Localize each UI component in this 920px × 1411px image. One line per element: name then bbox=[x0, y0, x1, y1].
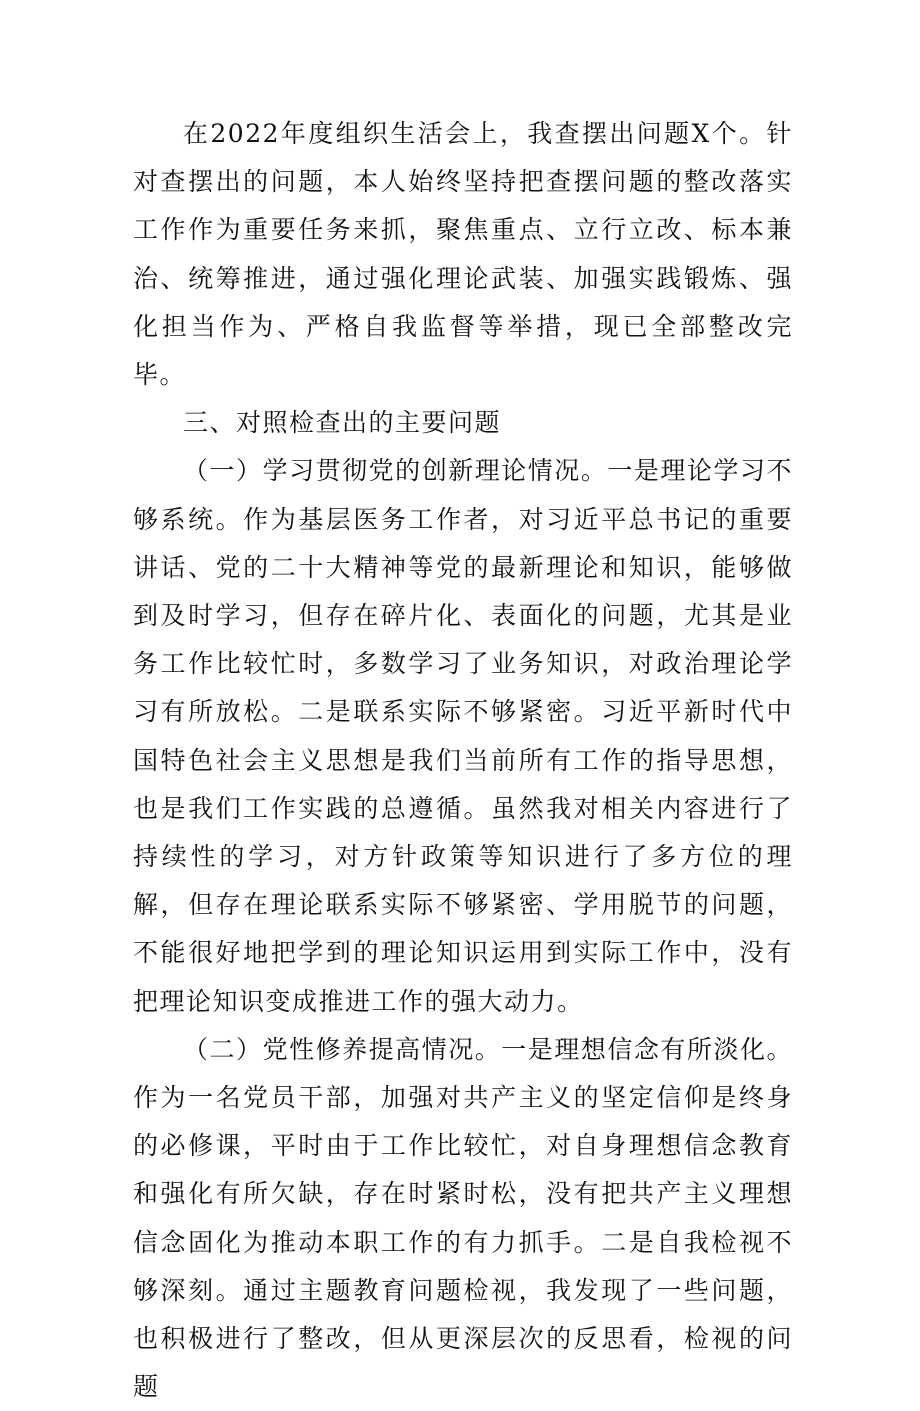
document-body bbox=[133, 110, 793, 1411]
section-heading-main-problems: 三、对照检查出的主要问题 bbox=[183, 408, 502, 438]
paragraph-party-spirit: （二）党性修养提高情况。一是理想信念有所淡化。作为一名党员干部，加强对共产主义的坚定信仰是终身的必修课，平时由于工作比较忙，对自身理想信念教育和强化有所欠缺，存在时紧时松，没有把共产主义理想信念固化为推动本职工作的有力抓手。二是自我检视不够深刻。通过主题教育问题检视，我发现了一些问题，也积极进行了整改，但从更深层次的反思看，检视的问题 bbox=[133, 1034, 793, 1402]
paragraph-theory-study: （一）学习贯彻党的创新理论情况。一是理论学习不够系统。作为基层医务工作者，对习近平总书记的重要讲话、党的二十大精神等党的最新理论和知识，能够做到及时学习，但存在碎片化、表面化的问题，尤其是业务工作比较忙时，多数学习了业务知识，对政治理论学习有所放松。二是联系实际不够紧密。习近平新时代中国特色社会主义思想是我们当前所有工作的指导思想，也是我们工作实践的总遵循。虽然我对相关内容进行了持续性的学习，对方针政策等知识进行了多方位的理解，但存在理论联系实际不够紧密、学用脱节的问题，不能很好地把学到的理论知识运用到实际工作中，没有把理论知识变成推进工作的强大动力。 bbox=[133, 456, 793, 1016]
paragraph-rectification-summary: 在2022年度组织生活会上，我查摆出问题X个。针对查摆出的问题，本人始终坚持把查摆问题的整改落实工作作为重要任务来抓，聚焦重点、立行立改、标本兼治、统筹推进，通过强化理论武装、加强实践锻炼、强化担当作为、严格自我监督等举措，现已全部整改完毕。 bbox=[133, 119, 793, 390]
